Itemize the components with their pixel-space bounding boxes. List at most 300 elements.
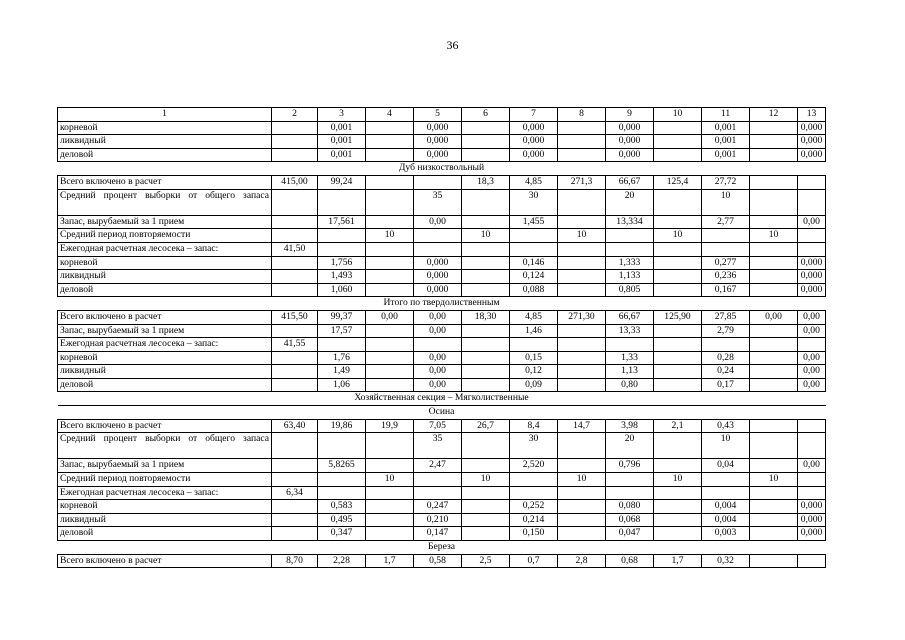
section-row <box>58 162 826 176</box>
table-cell: 63,40 <box>272 419 318 433</box>
table-cell <box>750 527 798 541</box>
table-cell: 415,50 <box>272 310 318 324</box>
table-cell: 0,001 <box>318 148 366 162</box>
table-row <box>58 513 826 527</box>
table-cell <box>366 500 414 514</box>
table-row <box>58 256 826 270</box>
table-cell: 10 <box>462 473 510 487</box>
table-cell <box>558 324 606 338</box>
row-label: ликвидный <box>58 135 272 149</box>
table-row <box>58 215 826 229</box>
table-cell: 18,3 <box>462 175 510 189</box>
table-cell <box>750 148 798 162</box>
table-row <box>58 554 826 568</box>
table-row <box>58 378 826 392</box>
table-cell <box>750 135 798 149</box>
table-cell <box>366 121 414 135</box>
table-cell: 1,49 <box>318 365 366 379</box>
table-cell: 0,167 <box>702 283 750 297</box>
table-row <box>58 324 826 338</box>
table-cell <box>654 135 702 149</box>
table-cell <box>654 338 702 352</box>
table-cell: 1,46 <box>510 324 558 338</box>
table-cell <box>702 338 750 352</box>
table-cell <box>654 365 702 379</box>
table-cell <box>462 527 510 541</box>
row-label: Запас, вырубаемый за 1 прием <box>58 215 272 229</box>
table-cell <box>462 270 510 284</box>
table-cell: 0,000 <box>606 121 654 135</box>
table-cell <box>654 527 702 541</box>
table-cell: 2,1 <box>654 419 702 433</box>
table-cell: 19,9 <box>366 419 414 433</box>
table-cell <box>558 527 606 541</box>
table-cell: 0,001 <box>702 121 750 135</box>
table-cell <box>272 270 318 284</box>
table-cell: 0,000 <box>798 121 826 135</box>
table-row <box>58 229 826 243</box>
table-cell <box>462 189 510 215</box>
row-label: корневой <box>58 121 272 135</box>
table-cell <box>558 486 606 500</box>
table-cell <box>750 215 798 229</box>
table-cell: 13,33 <box>606 324 654 338</box>
table-cell: 10 <box>750 473 798 487</box>
table-cell: 0,00 <box>414 310 462 324</box>
table-cell <box>462 121 510 135</box>
table-cell <box>366 338 414 352</box>
row-label: ликвидный <box>58 270 272 284</box>
table-cell <box>750 459 798 473</box>
table-cell <box>558 148 606 162</box>
table-cell <box>462 459 510 473</box>
table-cell: 0,80 <box>606 378 654 392</box>
table-cell <box>318 486 366 500</box>
table-cell <box>366 365 414 379</box>
table-cell <box>366 270 414 284</box>
table-cell <box>798 473 826 487</box>
table-cell <box>366 242 414 256</box>
table-cell <box>702 486 750 500</box>
table-cell <box>654 433 702 459</box>
table-cell <box>462 215 510 229</box>
table-cell: 10 <box>558 473 606 487</box>
table-cell: 0,000 <box>414 270 462 284</box>
table-cell: 0,000 <box>798 148 826 162</box>
table-cell: 0,001 <box>318 121 366 135</box>
table-cell <box>366 215 414 229</box>
table-cell: 0,68 <box>606 554 654 568</box>
table-cell: 41,50 <box>272 242 318 256</box>
section-row <box>58 297 826 311</box>
table-cell <box>272 283 318 297</box>
table-cell <box>798 419 826 433</box>
row-label: Всего включено в расчет <box>58 419 272 433</box>
table-cell: 125,4 <box>654 175 702 189</box>
table-cell <box>272 215 318 229</box>
table-cell: 20 <box>606 189 654 215</box>
table-cell <box>272 135 318 149</box>
table-cell: 0,277 <box>702 256 750 270</box>
table-cell <box>272 148 318 162</box>
table-row <box>58 338 826 352</box>
row-label: ликвидный <box>58 513 272 527</box>
table-cell: 0,17 <box>702 378 750 392</box>
table-cell <box>654 486 702 500</box>
table-row <box>58 433 826 459</box>
table-cell: 0,047 <box>606 527 654 541</box>
table-cell <box>462 256 510 270</box>
table-cell <box>558 256 606 270</box>
table-cell: 14,7 <box>558 419 606 433</box>
table-cell <box>654 121 702 135</box>
table-cell: 0,00 <box>798 365 826 379</box>
table-cell: 0,00 <box>414 351 462 365</box>
table-cell: 27,85 <box>702 310 750 324</box>
table-cell: 35 <box>414 189 462 215</box>
column-header: 3 <box>318 108 366 122</box>
column-header: 4 <box>366 108 414 122</box>
table-cell <box>272 324 318 338</box>
row-label: Ежегодная расчетная лесосека – запас: <box>58 242 272 256</box>
table-cell: 3,98 <box>606 419 654 433</box>
table-cell: 41,55 <box>272 338 318 352</box>
table-cell: 8,70 <box>272 554 318 568</box>
table-cell: 0,000 <box>798 270 826 284</box>
table-cell <box>462 135 510 149</box>
table-cell <box>750 378 798 392</box>
row-label: Запас, вырубаемый за 1 прием <box>58 324 272 338</box>
row-label: Средний процент выборки от общего запаса <box>58 189 272 215</box>
column-header: 6 <box>462 108 510 122</box>
table-cell: 0,000 <box>510 135 558 149</box>
table-cell <box>558 351 606 365</box>
table-cell <box>462 351 510 365</box>
table-cell: 0,236 <box>702 270 750 284</box>
table-cell <box>798 175 826 189</box>
section-row <box>58 541 826 555</box>
table-cell: 1,7 <box>654 554 702 568</box>
table-cell <box>750 338 798 352</box>
table-cell <box>462 513 510 527</box>
row-label: Ежегодная расчетная лесосека – запас: <box>58 486 272 500</box>
table-cell <box>366 486 414 500</box>
table-cell <box>750 189 798 215</box>
column-header: 5 <box>414 108 462 122</box>
table-row <box>58 189 826 215</box>
table-cell: 0,000 <box>414 256 462 270</box>
table-cell: 0,247 <box>414 500 462 514</box>
table-cell: 0,000 <box>798 513 826 527</box>
table-cell <box>558 135 606 149</box>
table-cell: 13,334 <box>606 215 654 229</box>
table-cell <box>798 338 826 352</box>
column-header: 10 <box>654 108 702 122</box>
table-cell: 0,000 <box>798 527 826 541</box>
table-cell <box>558 513 606 527</box>
table-cell <box>462 433 510 459</box>
table-cell: 1,493 <box>318 270 366 284</box>
table-cell: 0,000 <box>414 135 462 149</box>
row-label: Средний процент выборки от общего запаса <box>58 433 272 459</box>
table-cell <box>272 527 318 541</box>
table-cell <box>510 473 558 487</box>
table-cell: 0,43 <box>702 419 750 433</box>
table-cell <box>272 378 318 392</box>
section-title: Береза <box>58 541 826 555</box>
row-label: корневой <box>58 351 272 365</box>
table-cell: 10 <box>654 473 702 487</box>
table-cell: 0,24 <box>702 365 750 379</box>
row-label: Средний период повторяемости <box>58 473 272 487</box>
table-cell: 0,088 <box>510 283 558 297</box>
table-cell: 0,347 <box>318 527 366 541</box>
table-cell <box>750 121 798 135</box>
table-cell <box>318 473 366 487</box>
table-cell: 0,001 <box>702 148 750 162</box>
table-cell: 415,00 <box>272 175 318 189</box>
table-cell <box>558 500 606 514</box>
table-cell <box>750 283 798 297</box>
table-cell: 0,04 <box>702 459 750 473</box>
table-cell <box>654 500 702 514</box>
table-cell <box>798 229 826 243</box>
row-label: Всего включено в расчет <box>58 175 272 189</box>
table-cell: 18,30 <box>462 310 510 324</box>
table-cell: 0,00 <box>798 459 826 473</box>
table-cell: 35 <box>414 433 462 459</box>
table-cell <box>654 283 702 297</box>
column-header: 8 <box>558 108 606 122</box>
table-cell: 0,000 <box>798 283 826 297</box>
table-cell: 27,72 <box>702 175 750 189</box>
row-label: Всего включено в расчет <box>58 310 272 324</box>
column-header: 11 <box>702 108 750 122</box>
table-cell <box>702 242 750 256</box>
table-cell <box>654 459 702 473</box>
table-cell <box>798 433 826 459</box>
table-cell: 10 <box>654 229 702 243</box>
table-cell: 0,12 <box>510 365 558 379</box>
table-cell <box>510 486 558 500</box>
table-cell <box>272 500 318 514</box>
table-cell: 2,77 <box>702 215 750 229</box>
table-cell <box>654 256 702 270</box>
table-cell: 0,000 <box>414 121 462 135</box>
table-cell <box>366 148 414 162</box>
table-cell: 2,5 <box>462 554 510 568</box>
table-cell <box>654 242 702 256</box>
table-cell <box>798 242 826 256</box>
table-body <box>58 108 826 568</box>
table-cell <box>654 351 702 365</box>
table-cell <box>462 283 510 297</box>
table-cell: 1,455 <box>510 215 558 229</box>
table-cell: 0,068 <box>606 513 654 527</box>
table-cell <box>798 486 826 500</box>
table-cell: 1,756 <box>318 256 366 270</box>
table-cell <box>318 338 366 352</box>
table-cell <box>654 378 702 392</box>
table-cell: 0,15 <box>510 351 558 365</box>
table-cell: 0,00 <box>414 365 462 379</box>
table-cell: 0,000 <box>798 135 826 149</box>
row-label: деловой <box>58 378 272 392</box>
table-row <box>58 486 826 500</box>
table-cell: 20 <box>606 433 654 459</box>
table-row <box>58 527 826 541</box>
table-cell <box>654 513 702 527</box>
table-cell <box>414 242 462 256</box>
table-cell: 0,214 <box>510 513 558 527</box>
table-cell: 2,28 <box>318 554 366 568</box>
table-row <box>58 242 826 256</box>
table-cell <box>414 338 462 352</box>
row-label: Запас, вырубаемый за 1 прием <box>58 459 272 473</box>
table-cell: 30 <box>510 189 558 215</box>
table-cell <box>750 256 798 270</box>
table-cell: 0,000 <box>798 500 826 514</box>
table-cell <box>366 378 414 392</box>
table-cell <box>750 365 798 379</box>
table-cell <box>510 229 558 243</box>
row-label: корневой <box>58 500 272 514</box>
table-cell <box>462 365 510 379</box>
table-cell: 10 <box>462 229 510 243</box>
table-cell: 4,85 <box>510 175 558 189</box>
table-cell <box>414 486 462 500</box>
table-cell: 125,90 <box>654 310 702 324</box>
table-cell <box>606 229 654 243</box>
table-cell: 10 <box>702 189 750 215</box>
table-cell: 0,00 <box>414 215 462 229</box>
table-cell: 0,796 <box>606 459 654 473</box>
table-cell: 19,86 <box>318 419 366 433</box>
table-cell: 2,8 <box>558 554 606 568</box>
table-cell: 0,00 <box>798 324 826 338</box>
table-cell <box>272 433 318 459</box>
column-header: 7 <box>510 108 558 122</box>
table-row <box>58 419 826 433</box>
table-cell <box>366 283 414 297</box>
table-row <box>58 148 826 162</box>
table-cell <box>462 324 510 338</box>
table-cell <box>462 378 510 392</box>
table-cell <box>558 283 606 297</box>
table-cell <box>366 175 414 189</box>
table-cell: 17,57 <box>318 324 366 338</box>
section-title: Дуб низкоствольный <box>58 162 826 176</box>
table-cell <box>750 351 798 365</box>
table-cell <box>606 473 654 487</box>
table-cell: 0,32 <box>702 554 750 568</box>
table-cell: 30 <box>510 433 558 459</box>
table-cell: 99,24 <box>318 175 366 189</box>
table-cell <box>750 500 798 514</box>
table-cell: 5,8265 <box>318 459 366 473</box>
table-cell <box>272 121 318 135</box>
table-cell: 1,06 <box>318 378 366 392</box>
table-cell <box>750 419 798 433</box>
table-cell: 0,000 <box>798 256 826 270</box>
table-cell <box>462 148 510 162</box>
table-cell <box>414 175 462 189</box>
table-cell: 0,7 <box>510 554 558 568</box>
table-cell <box>462 242 510 256</box>
row-label: деловой <box>58 148 272 162</box>
table-cell: 6,34 <box>272 486 318 500</box>
table-cell: 1,13 <box>606 365 654 379</box>
table-cell: 0,28 <box>702 351 750 365</box>
table-cell <box>558 459 606 473</box>
table-cell <box>798 189 826 215</box>
table-cell <box>558 378 606 392</box>
table-row <box>58 270 826 284</box>
table-cell: 1,133 <box>606 270 654 284</box>
table-cell: 8,4 <box>510 419 558 433</box>
table-cell: 1,060 <box>318 283 366 297</box>
table-cell: 1,333 <box>606 256 654 270</box>
forest-calculation-table <box>57 107 826 568</box>
table-cell <box>558 215 606 229</box>
table-cell <box>750 270 798 284</box>
table-cell: 7,05 <box>414 419 462 433</box>
table-cell <box>606 242 654 256</box>
table-cell <box>318 229 366 243</box>
section-title: Хозяйственная секция – Мягколиственные <box>58 392 826 406</box>
table-cell: 0,00 <box>414 378 462 392</box>
table-cell: 271,30 <box>558 310 606 324</box>
column-header: 1 <box>58 108 272 122</box>
table-cell <box>750 486 798 500</box>
table-cell: 0,146 <box>510 256 558 270</box>
table-cell <box>558 121 606 135</box>
table-row <box>58 135 826 149</box>
table-cell: 0,00 <box>798 215 826 229</box>
table-cell <box>414 473 462 487</box>
table-cell: 0,000 <box>414 148 462 162</box>
table-cell <box>366 324 414 338</box>
header-row <box>58 108 826 122</box>
table-cell: 10 <box>366 473 414 487</box>
section-row <box>58 406 826 420</box>
table-cell: 66,67 <box>606 310 654 324</box>
row-label: ликвидный <box>58 365 272 379</box>
table-cell <box>510 242 558 256</box>
table-cell: 1,33 <box>606 351 654 365</box>
table-cell: 10 <box>558 229 606 243</box>
table-cell: 0,00 <box>798 310 826 324</box>
table-cell: 66,67 <box>606 175 654 189</box>
table-cell: 10 <box>702 433 750 459</box>
table-cell <box>272 365 318 379</box>
table-cell <box>558 365 606 379</box>
table-cell: 1,76 <box>318 351 366 365</box>
table-row <box>58 365 826 379</box>
table-cell <box>272 459 318 473</box>
row-label: деловой <box>58 283 272 297</box>
table-cell <box>366 256 414 270</box>
column-header: 13 <box>798 108 826 122</box>
table-cell <box>558 242 606 256</box>
table-cell <box>654 215 702 229</box>
table-row <box>58 459 826 473</box>
table-cell <box>462 486 510 500</box>
table-cell: 0,000 <box>606 135 654 149</box>
table-cell: 0,004 <box>702 500 750 514</box>
section-title: Итого по твердолиственным <box>58 297 826 311</box>
table-cell <box>318 242 366 256</box>
